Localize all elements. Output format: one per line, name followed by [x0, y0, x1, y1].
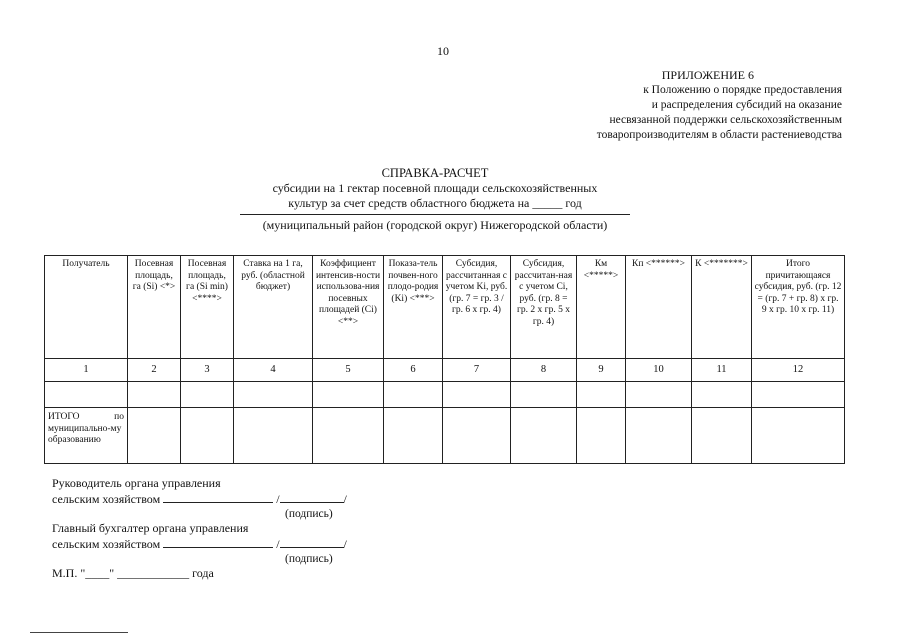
column-header: К <*******> — [692, 256, 752, 359]
table-cell — [45, 382, 128, 408]
appendix-line: товаропроизводителям в области растениеводства — [596, 129, 842, 141]
column-header: Кп <******> — [626, 256, 692, 359]
table-cell — [626, 408, 692, 464]
signature-separator: / — [343, 492, 347, 506]
signature-blank — [163, 536, 273, 548]
total-row-label — [45, 408, 128, 464]
total-label-word: ИТОГО — [48, 412, 80, 422]
column-number: 8 — [511, 359, 577, 382]
column-number: 4 — [234, 359, 313, 382]
column-number: 12 — [752, 359, 845, 382]
table-cell — [692, 382, 752, 408]
table-cell — [234, 382, 313, 408]
table-cell — [313, 408, 384, 464]
document-heading — [200, 166, 670, 211]
column-header: Субсидия, рассчитанная с учетом Ki, руб. (гр. 7 = гр. 3 / гр. 6 х гр. 4) — [443, 256, 511, 359]
document-subtitle-line: субсидии на 1 гектар посевной площади сельскохозяйственных — [272, 181, 598, 195]
column-header: Посевная площадь, га (Si min) <****> — [181, 256, 234, 359]
signature-role-line: Главный бухгалтер органа управления — [52, 521, 249, 535]
signature-role-line — [52, 536, 347, 552]
column-number: 7 — [443, 359, 511, 382]
table-cell — [234, 408, 313, 464]
signature-role-text: сельским хозяйством — [52, 492, 161, 506]
column-header: Посевная площадь, га (Si) <*> — [128, 256, 181, 359]
column-header: Км <*****> — [577, 256, 626, 359]
subsidy-calculation-table — [44, 255, 845, 464]
stamp-date-line: М.П. "____" ____________ года — [52, 566, 214, 580]
column-number: 11 — [692, 359, 752, 382]
name-blank — [280, 491, 344, 503]
table-cell — [511, 408, 577, 464]
appendix-line: несвязанной поддержки сельскохозяйственным — [609, 114, 842, 126]
table-cell — [384, 408, 443, 464]
table-cell — [692, 408, 752, 464]
total-label-word: по — [114, 412, 124, 422]
appendix-title: ПРИЛОЖЕНИЕ 6 — [661, 68, 754, 82]
signature-blank — [163, 491, 273, 503]
table-cell — [752, 382, 845, 408]
column-number: 10 — [626, 359, 692, 382]
table-cell — [128, 408, 181, 464]
document-subtitle-line: культур за счет средств областного бюджета на _____ год — [288, 196, 582, 210]
column-header: Ставка на 1 га, руб. (областной бюджет) — [234, 256, 313, 359]
head-signature-block — [52, 476, 347, 522]
column-header: Итого причитающаяся субсидия, руб. (гр. 12 = (гр. 7 + гр. 8) х гр. 9 х гр. 10 х гр. 11) — [752, 256, 845, 359]
table-header-row — [45, 256, 845, 359]
table-cell — [313, 382, 384, 408]
page-number: 10 — [437, 44, 449, 58]
municipality-caption: (муниципальный район (городской округ) Нижегородской области) — [262, 218, 608, 232]
column-number: 9 — [577, 359, 626, 382]
column-header: Получатель — [45, 256, 128, 359]
municipality-fill-line — [240, 214, 630, 215]
total-label-rest: муниципально-му образованию — [48, 423, 122, 445]
signature-separator: / — [276, 537, 280, 551]
document-title: СПРАВКА-РАСЧЕТ — [381, 166, 489, 180]
table-cell — [384, 382, 443, 408]
appendix-block — [482, 68, 842, 143]
signature-caption: (подпись) — [285, 508, 333, 520]
table-cell — [752, 408, 845, 464]
signature-separator: / — [343, 537, 347, 551]
column-number-row — [45, 359, 845, 382]
name-blank — [280, 536, 344, 548]
appendix-line: к Положению о порядке предоставления — [643, 84, 842, 96]
table-cell — [577, 382, 626, 408]
table-cell — [443, 408, 511, 464]
table-cell — [128, 382, 181, 408]
signature-separator: / — [276, 492, 280, 506]
table-cell — [443, 382, 511, 408]
signature-role-line: Руководитель органа управления — [52, 476, 221, 490]
footnote-separator — [30, 632, 128, 633]
table-cell — [511, 382, 577, 408]
table-cell — [577, 408, 626, 464]
column-number: 5 — [313, 359, 384, 382]
total-row — [45, 408, 845, 464]
column-number: 1 — [45, 359, 128, 382]
accountant-signature-block — [52, 521, 347, 567]
column-number: 6 — [384, 359, 443, 382]
column-number: 3 — [181, 359, 234, 382]
signature-caption: (подпись) — [285, 553, 333, 565]
signature-role-line — [52, 491, 347, 507]
column-header: Показа-тель почвен-ного плодо-родия (Ki) <***> — [384, 256, 443, 359]
municipality-field — [240, 214, 630, 233]
column-number: 2 — [128, 359, 181, 382]
table-cell — [626, 382, 692, 408]
table-cell — [181, 408, 234, 464]
signature-role-text: сельским хозяйством — [52, 537, 161, 551]
column-header: Субсидия, рассчитан-ная с учетом Ci, руб. (гр. 8 = гр. 2 х гр. 5 х гр. 4) — [511, 256, 577, 359]
table-cell — [181, 382, 234, 408]
column-header: Коэффициент интенсив-ности использова-ния посевных площадей (Ci) <**> — [313, 256, 384, 359]
appendix-line: и распределения субсидий на оказание — [651, 99, 842, 111]
table-row — [45, 382, 845, 408]
